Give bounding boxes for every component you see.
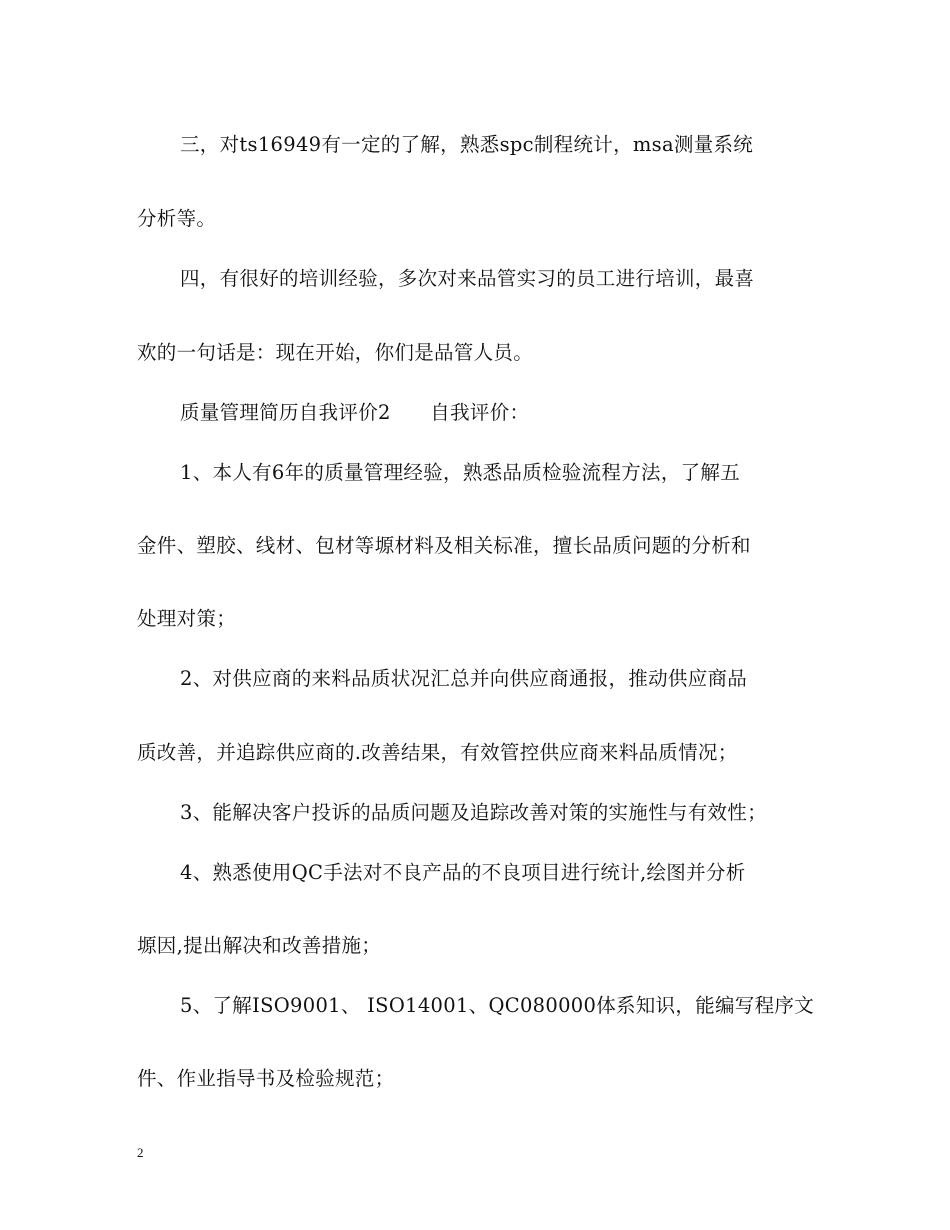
- paragraph-3-line-2: 分析等。: [137, 207, 217, 230]
- item-2-line-2: 质改善，并追踪供应商的.改善结果，有效管控供应商来料品质情况；: [137, 741, 738, 764]
- section-heading: 质量管理简历自我评价2 自我评价：: [180, 401, 530, 424]
- item-1-line-3: 处理对策；: [137, 607, 237, 630]
- item-1-line-1: 1、本人有6年的质量管理经验，熟悉品质检验流程方法，了解五: [180, 461, 741, 484]
- item-1-line-2: 金件、塑胶、线材、包材等塬材料及相关标准，擅长品质问题的分析和: [137, 534, 751, 557]
- paragraph-4-line-2: 欢的一句话是：现在开始，你们是品管人员。: [137, 341, 534, 364]
- page-number: 2: [137, 1145, 144, 1160]
- item-2-line-1: 2、对供应商的来料品质状况汇总并向供应商通报，推动供应商品: [180, 667, 748, 690]
- item-4-line-2: 塬因,提出解决和改善措施；: [137, 934, 382, 957]
- paragraph-3-line-1: 三，对ts16949有一定的了解，熟悉spc制程统计，msa测量系统: [180, 133, 754, 156]
- item-4-line-1: 4、熟悉使用QC手法对不良产品的不良项目进行统计,绘图并分析: [180, 861, 746, 884]
- paragraph-4-line-1: 四，有很好的培训经验，多次对来品管实习的员工进行培训，最喜: [180, 267, 755, 290]
- item-3-line-1: 3、能解决客户投诉的品质问题及追踪改善对策的实施性与有效性；: [180, 801, 767, 824]
- item-5-line-2: 件、作业指导书及检验规范；: [137, 1067, 395, 1090]
- item-5-line-1: 5、了解ISO9001、 ISO14001、QC080000体系知识，能编写程序文: [180, 994, 815, 1017]
